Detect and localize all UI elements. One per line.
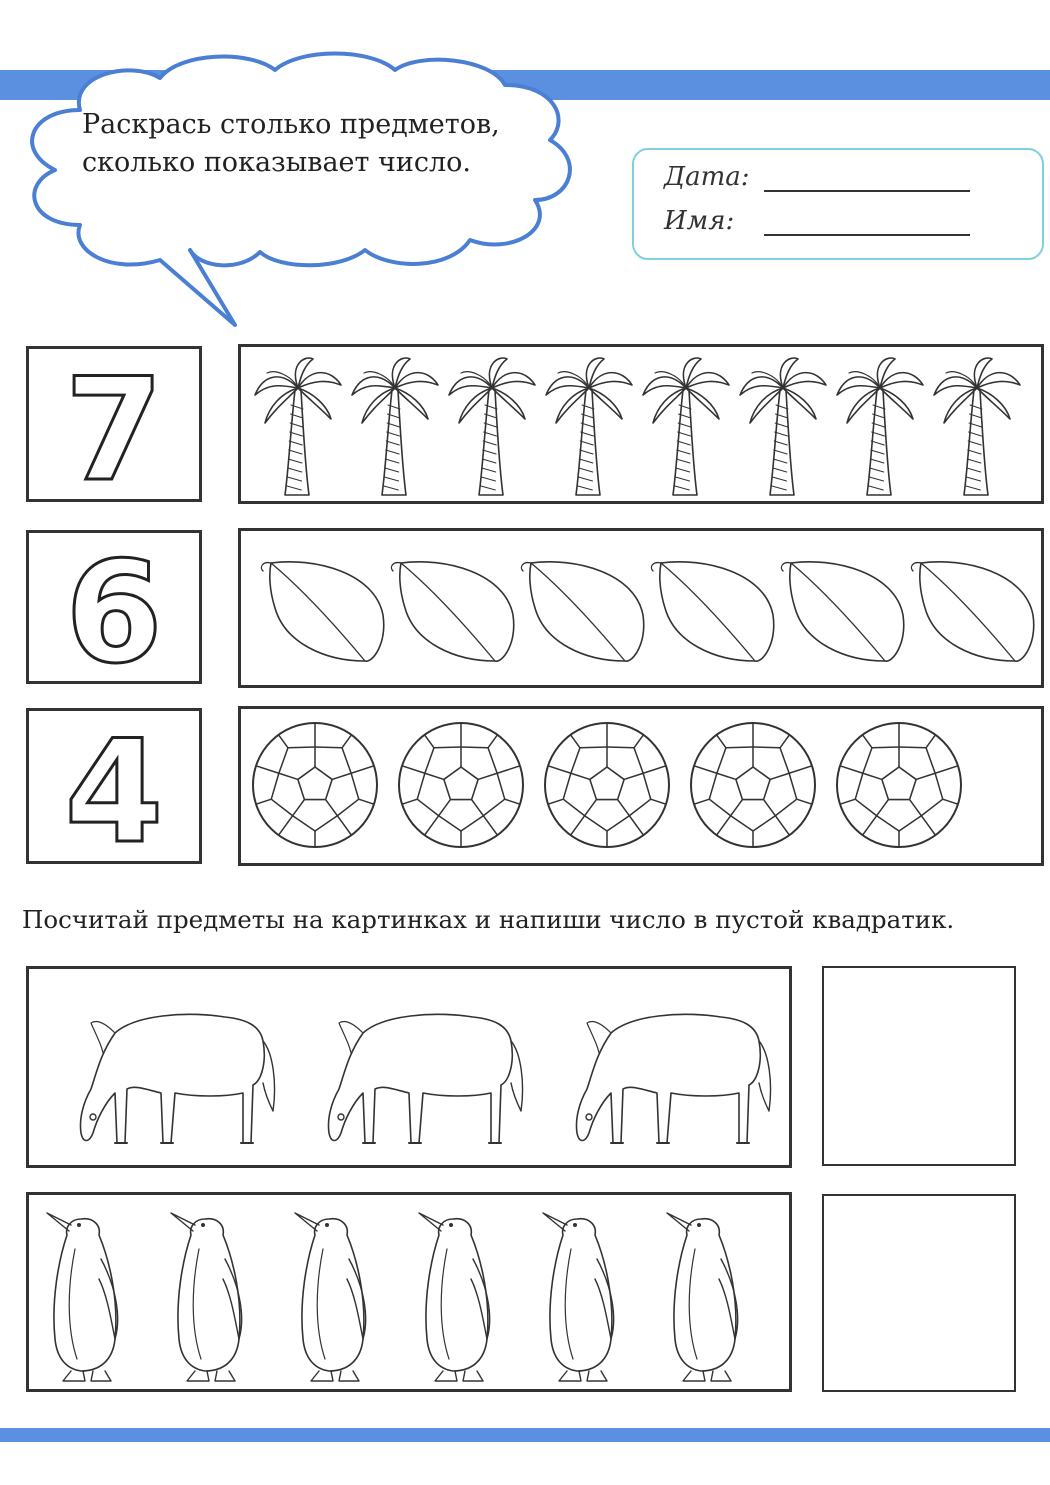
date-name-box [632, 148, 1044, 260]
penguin-icon-2[interactable] [171, 1213, 242, 1381]
soccer-ball-icon-1[interactable] [253, 723, 377, 847]
instruction-top: Раскрась столько предметов, сколько показывает число. [82, 109, 500, 178]
soccer-ball-icon-2[interactable] [399, 723, 523, 847]
horses-answer-box[interactable] [822, 966, 1016, 1166]
leaf-icon-6[interactable] [911, 562, 1033, 661]
palm-tree-icon-2[interactable] [352, 358, 438, 495]
palms-box [238, 344, 1044, 504]
leaf-icon-4[interactable] [651, 562, 773, 661]
palm-tree-icon-5[interactable] [643, 358, 729, 495]
horse-icon-2[interactable] [328, 1014, 522, 1143]
horse-icon-3[interactable] [576, 1014, 770, 1143]
number-box-6 [26, 530, 202, 684]
soccer-ball-icon-5[interactable] [837, 723, 961, 847]
palm-tree-icon-8[interactable] [934, 358, 1020, 495]
date-field[interactable] [764, 190, 970, 192]
palm-tree-icon-6[interactable] [740, 358, 826, 495]
penguin-icon-1[interactable] [47, 1213, 118, 1381]
penguin-icon-5[interactable] [543, 1213, 614, 1381]
palm-tree-icon-1[interactable] [255, 358, 341, 495]
outlined-number-4 [29, 711, 199, 861]
outlined-number-6 [29, 533, 199, 681]
soccer-ball-icon-4[interactable] [691, 723, 815, 847]
svg-text:4: 4 [64, 711, 164, 861]
penguin-icon-6[interactable] [667, 1213, 738, 1381]
cloud-bubble-icon [10, 40, 590, 340]
number-box-7 [26, 346, 202, 502]
name-field[interactable] [764, 234, 970, 236]
number-box-4 [26, 708, 202, 864]
horses-box [26, 966, 792, 1168]
balls-box [238, 706, 1044, 866]
palm-tree-icon-3[interactable] [449, 358, 535, 495]
penguins-box [26, 1192, 792, 1392]
leaf-icon-5[interactable] [781, 562, 903, 661]
soccer-ball-icon-3[interactable] [545, 723, 669, 847]
name-label: Имя: [664, 206, 735, 236]
leaf-icon-3[interactable] [521, 562, 643, 661]
leaf-icon-2[interactable] [391, 562, 513, 661]
leaf-icon-1[interactable] [261, 562, 383, 661]
palm-tree-icon-4[interactable] [546, 358, 632, 495]
horse-icon-1[interactable] [80, 1014, 274, 1143]
leaves-box [238, 528, 1044, 688]
penguins-answer-box[interactable] [822, 1194, 1016, 1392]
bottom-blue-stripe [0, 1428, 1050, 1442]
svg-text:6: 6 [65, 533, 163, 681]
penguin-icon-3[interactable] [295, 1213, 366, 1381]
instruction-bottom: Посчитай предметы на картинках и напиши число в пустой квадратик. [22, 905, 955, 934]
penguin-icon-4[interactable] [419, 1213, 490, 1381]
date-label: Дата: [664, 162, 750, 192]
svg-text:7: 7 [64, 349, 164, 499]
outlined-number-7 [29, 349, 199, 499]
palm-tree-icon-7[interactable] [837, 358, 923, 495]
